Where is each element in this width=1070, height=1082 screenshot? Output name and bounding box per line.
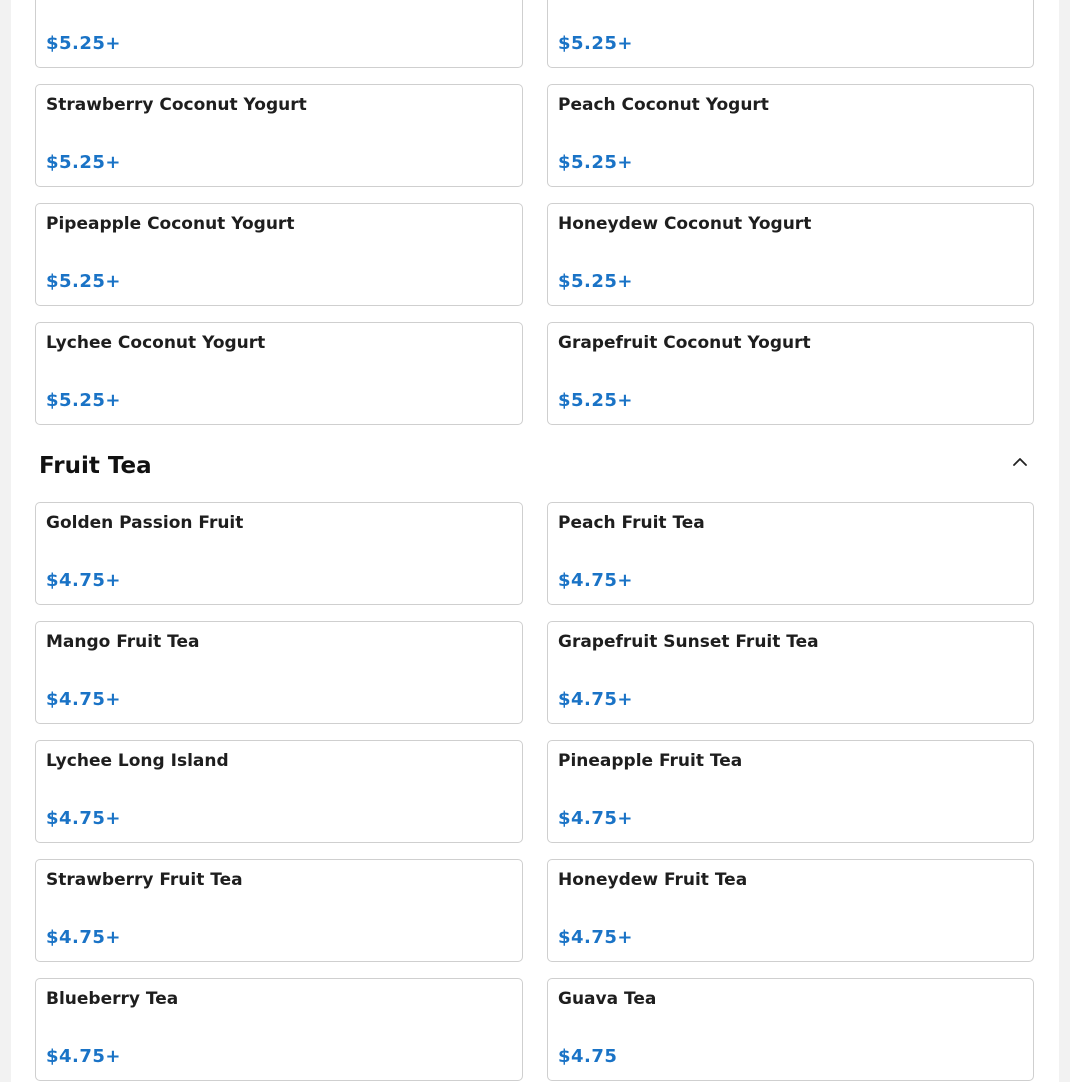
menu-item-price: $4.75+	[558, 927, 634, 948]
menu-item-name: Pipeapple Coconut Yogurt	[46, 214, 295, 234]
menu-item-card[interactable]	[35, 203, 523, 306]
menu-item-price: $4.75+	[46, 570, 122, 591]
menu-item-name: Guava Tea	[558, 989, 657, 1009]
menu-item-card[interactable]	[547, 740, 1034, 843]
menu-item-price: $4.75	[558, 1046, 618, 1067]
menu-item-card[interactable]	[547, 203, 1034, 306]
menu-item-card[interactable]	[35, 502, 523, 605]
coconut-yogurt-grid	[35, 0, 1034, 425]
menu-page	[11, 0, 1059, 1082]
menu-item-name: Grapefruit Sunset Fruit Tea	[558, 632, 819, 652]
menu-item-price: $4.75+	[46, 927, 122, 948]
menu-item-card[interactable]	[35, 978, 523, 1081]
menu-item-name: Strawberry Coconut Yogurt	[46, 95, 307, 115]
menu-item-price: $4.75+	[46, 689, 122, 710]
menu-item-name: Peach Coconut Yogurt	[558, 95, 769, 115]
menu-item-name: Grapefruit Coconut Yogurt	[558, 333, 811, 353]
fruit-tea-grid	[35, 502, 1034, 1081]
menu-item-name: Lychee Coconut Yogurt	[46, 333, 266, 353]
menu-item-card[interactable]	[547, 0, 1034, 68]
menu-item-price: $5.25+	[558, 33, 634, 54]
section-title: Fruit Tea	[39, 453, 152, 479]
menu-item-card[interactable]	[547, 859, 1034, 962]
menu-item-price: $5.25+	[558, 271, 634, 292]
menu-item-price: $4.75+	[46, 1046, 122, 1067]
menu-item-price: $4.75+	[558, 808, 634, 829]
menu-item-card[interactable]	[547, 621, 1034, 724]
menu-item-name: Golden Passion Fruit	[46, 513, 244, 533]
menu-item-name: Strawberry Fruit Tea	[46, 870, 243, 890]
menu-item-name: Lychee Long Island	[46, 751, 229, 771]
menu-item-price: $5.25+	[46, 152, 122, 173]
menu-item-price: $4.75+	[558, 570, 634, 591]
menu-item-price: $5.25+	[46, 33, 122, 54]
menu-item-price: $5.25+	[558, 152, 634, 173]
menu-item-price: $5.25+	[558, 390, 634, 411]
menu-item-card[interactable]	[35, 0, 523, 68]
section-header[interactable]	[39, 450, 1038, 486]
menu-item-name: Honeydew Fruit Tea	[558, 870, 748, 890]
menu-item-card[interactable]	[35, 84, 523, 187]
menu-item-name: Honeydew Coconut Yogurt	[558, 214, 812, 234]
menu-item-card[interactable]	[35, 740, 523, 843]
menu-item-price: $5.25+	[46, 271, 122, 292]
menu-item-card[interactable]	[547, 322, 1034, 425]
menu-item-card[interactable]	[35, 859, 523, 962]
menu-item-price: $5.25+	[46, 390, 122, 411]
menu-item-card[interactable]	[547, 84, 1034, 187]
menu-item-price: $4.75+	[46, 808, 122, 829]
chevron-up-icon[interactable]	[1008, 450, 1032, 474]
menu-item-card[interactable]	[35, 621, 523, 724]
menu-item-name: Peach Fruit Tea	[558, 513, 705, 533]
menu-item-card[interactable]	[35, 322, 523, 425]
menu-item-card[interactable]	[547, 502, 1034, 605]
menu-item-name: Blueberry Tea	[46, 989, 179, 1009]
menu-item-card[interactable]	[547, 978, 1034, 1081]
menu-item-price: $4.75+	[558, 689, 634, 710]
menu-item-name: Pineapple Fruit Tea	[558, 751, 743, 771]
menu-item-name: Mango Fruit Tea	[46, 632, 200, 652]
